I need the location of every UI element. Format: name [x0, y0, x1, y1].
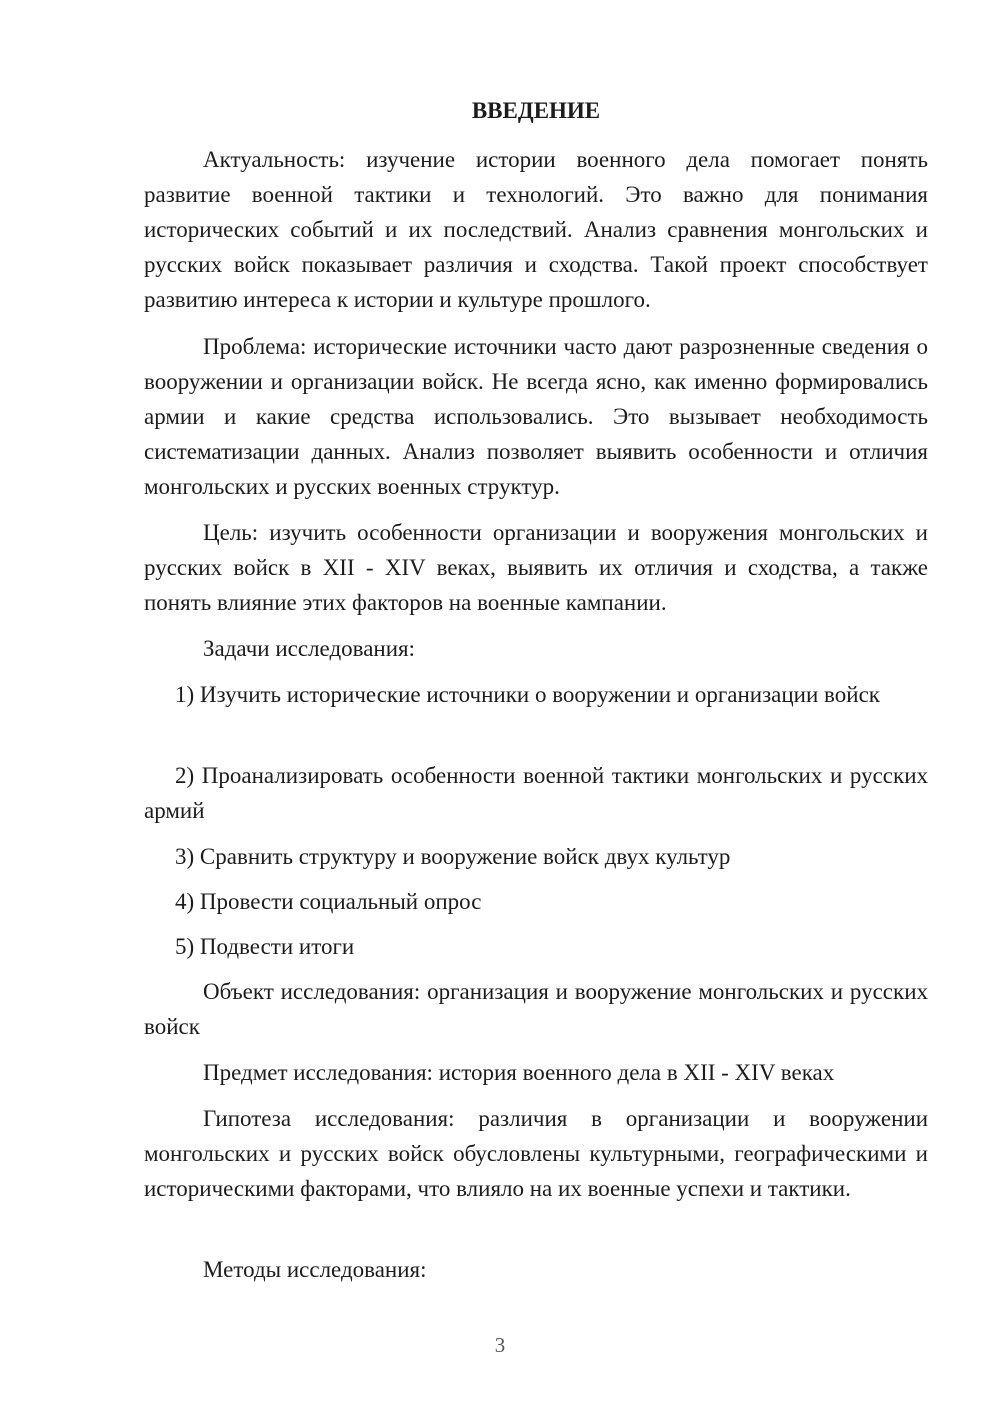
problem-paragraph: Проблема: исторические источники часто дают разрозненные сведения о вооружении и организации войск. Не всегда ясно, как именно формировались армии и какие средства использовались. Это вызывает необходимость систематизации данных. Анализ позволяет выявить особенности и отличия монгольских и русских военных структур.	[144, 334, 928, 499]
object-paragraph: Объект исследования: организация и вооружение монгольских и русских войск	[144, 979, 928, 1039]
task-item: 3) Сравнить структуру и вооружение войск двух культур	[175, 844, 731, 869]
methods-heading: Методы исследования:	[203, 1257, 427, 1282]
task-item: 1) Изучить исторические источники о вооружении и организации войск	[175, 682, 880, 707]
task-item: 2) Проанализировать особенности военной тактики монгольских и русских армий	[144, 763, 928, 823]
hypothesis-paragraph: Гипотеза исследования: различия в организации и вооружении монгольских и русских войск обусловлены культурными, географическими и историческими факторами, что влияло на их военные успехи и тактики.	[144, 1106, 928, 1201]
page-number: 3	[494, 1333, 506, 1357]
page-title: ВВЕДЕНИЕ	[471, 98, 601, 123]
subject-paragraph: Предмет исследования: история военного дела в XII - XIV веках	[203, 1060, 835, 1085]
tasks-heading: Задачи исследования:	[203, 636, 416, 661]
goal-paragraph: Цель: изучить особенности организации и вооружения монгольских и русских войск в XII - XIV веках, выявить их отличия и сходства, а также понять влияние этих факторов на военные кампании.	[144, 520, 928, 615]
task-item: 4) Провести социальный опрос	[175, 889, 482, 914]
task-item: 5) Подвести итоги	[175, 934, 355, 959]
relevance-paragraph: Актуальность: изучение истории военного дела помогает понять развитие военной тактики и технологий. Это важно для понимания исторических событий и их последствий. Анализ сравнения монгольских и русских войск показывает различия и сходства. Такой проект способствует развитию интереса к истории и культуре прошлого.	[144, 147, 928, 312]
